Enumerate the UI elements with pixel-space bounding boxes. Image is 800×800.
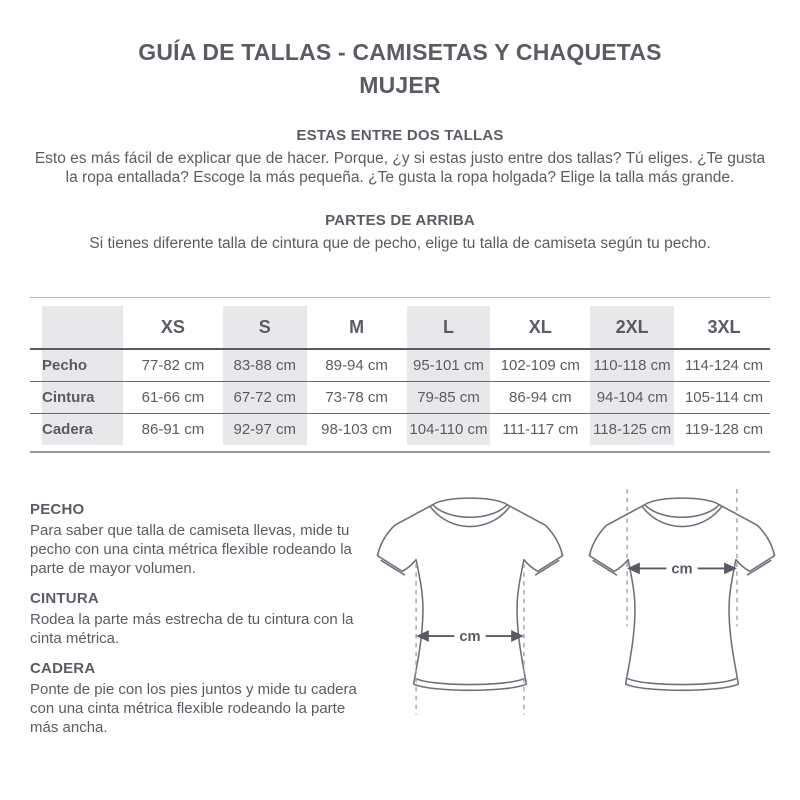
size-cell: 111-117 cm [502, 420, 579, 438]
size-col-header-m: M [311, 306, 403, 349]
size-table-header-row [30, 306, 770, 349]
size-cell: 67-72 cm [219, 381, 311, 413]
size-cell: 73-78 cm [311, 381, 403, 413]
size-col-header-s: S [219, 306, 311, 349]
between-sizes-heading: ESTAS ENTRE DOS TALLAS [296, 127, 504, 144]
size-cell: 119-128 cm [684, 420, 764, 438]
size-table-corner-cell [30, 306, 127, 349]
size-cell: 110-118 cm [586, 349, 678, 381]
size-cell: 89-94 cm [311, 349, 403, 381]
table-row-cintura [30, 381, 770, 413]
size-col-header-2xl: 2XL [586, 306, 678, 349]
size-cell: 118-125 cm [586, 413, 678, 445]
size-cell: 105-114 cm [678, 381, 770, 413]
measure-guide-section [0, 489, 800, 749]
chest-cm-label: cm [671, 561, 693, 578]
row-label-pecho: Pecho [30, 349, 127, 381]
size-cell: 102-109 cm [494, 349, 586, 381]
tshirt-outline-icon [589, 498, 774, 690]
tshirt-outline-icon [377, 498, 562, 690]
size-table [30, 306, 770, 445]
size-col-header-l: L [403, 306, 495, 349]
table-row-cadera [30, 413, 770, 445]
measure-group-cadera [30, 660, 372, 737]
measure-cadera-body: Ponte de pie con los pies juntos y mide tu cadera con una cinta métrica flexible rodeando la parte más ancha. [30, 681, 357, 736]
size-cell: 86-91 cm [141, 420, 205, 438]
tshirt-chest-diagram [584, 489, 780, 744]
row-label-cadera: Cadera [30, 413, 127, 445]
tshirt-waist-diagram [372, 489, 568, 744]
size-cell: 114-124 cm [678, 349, 770, 381]
page-title-line-2: MUJER [359, 72, 441, 98]
size-cell: 104-110 cm [403, 413, 495, 445]
row-label-cintura: Cintura [30, 381, 127, 413]
size-col-header-xl: XL [494, 306, 586, 349]
size-cell: 79-85 cm [403, 381, 495, 413]
size-table-container [30, 297, 770, 453]
waist-cm-label: cm [459, 628, 481, 645]
table-row-pecho [30, 349, 770, 381]
size-cell: 92-97 cm [219, 413, 311, 445]
measure-cintura-body: Rodea la parte más estrecha de tu cintura con la cinta métrica. [30, 611, 354, 647]
size-cell: 77-82 cm [127, 349, 219, 381]
tshirt-waist-svg [372, 489, 568, 739]
size-col-header-3xl: 3XL [678, 306, 770, 349]
measure-group-cintura [30, 590, 372, 648]
size-cell: 83-88 cm [219, 349, 311, 381]
size-cell: 86-94 cm [494, 381, 586, 413]
measure-pecho-body: Para saber que talla de camiseta llevas, mide tu pecho con una cinta métrica flexible rodeando la parte de mayor volumen. [30, 522, 352, 577]
measure-cintura-heading: CINTURA [30, 590, 99, 607]
measure-instructions [30, 489, 372, 749]
size-cell: 94-104 cm [586, 381, 678, 413]
size-col-header-xs: XS [127, 306, 219, 349]
page-title-line-1: GUÍA DE TALLAS - CAMISETAS Y CHAQUETAS [138, 39, 662, 65]
measure-cadera-heading: CADERA [30, 660, 96, 677]
upper-parts-body: Si tienes diferente talla de cintura que de pecho, elige tu talla de camiseta según tu pecho. [89, 235, 711, 252]
size-cell: 98-103 cm [321, 420, 393, 438]
measure-pecho-heading: PECHO [30, 501, 85, 518]
between-sizes-body: Esto es más fácil de explicar que de hacer. Porque, ¿y si estas justo entre dos tallas? Tú eliges. ¿Te gusta la ropa entallada? Escoge la más pequeña. ¿Te gusta la ropa holgada? Elige la talla más grande. [34, 150, 766, 186]
page-title [0, 0, 800, 102]
size-cell: 61-66 cm [127, 381, 219, 413]
size-cell: 95-101 cm [403, 349, 495, 381]
measure-group-pecho [30, 501, 372, 578]
upper-parts-heading: PARTES DE ARRIBA [325, 212, 475, 229]
tshirt-chest-svg [584, 489, 780, 739]
measurement-diagrams [372, 489, 780, 744]
